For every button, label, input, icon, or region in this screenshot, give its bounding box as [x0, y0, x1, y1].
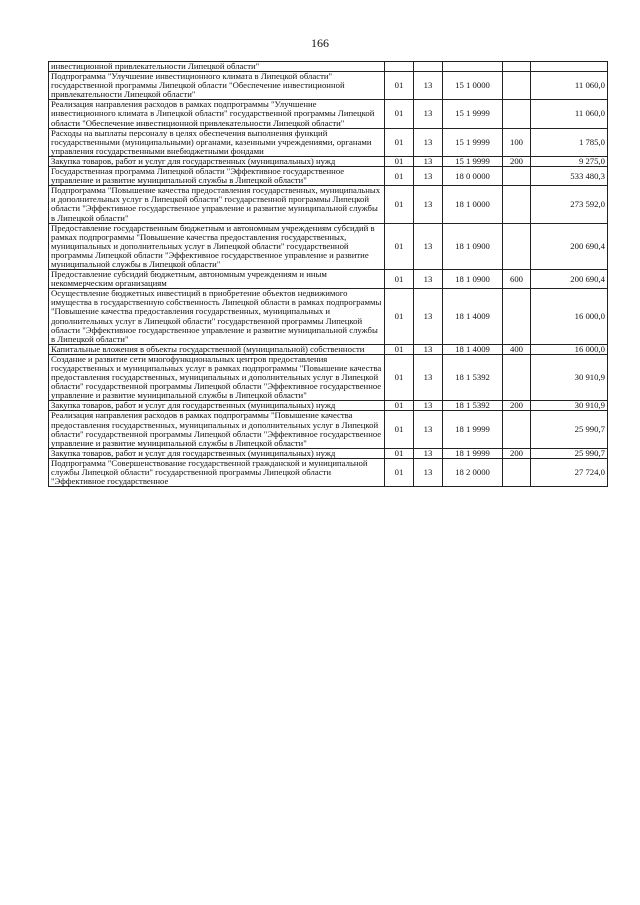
expense-type-cell [503, 458, 531, 486]
ministry-code-cell: 01 [385, 289, 414, 345]
expense-type-cell [503, 100, 531, 128]
amount-cell: 11 060,0 [531, 72, 608, 100]
target-code-cell: 18 1 9999 [443, 448, 503, 458]
amount-cell: 200 690,4 [531, 223, 608, 269]
row-name-cell: Государственная программа Липецкой области "Эффективное государственное управление и развитие муниципальной службы в Липецкой области" [49, 167, 385, 186]
section-code-cell: 13 [414, 270, 443, 289]
target-code-cell: 18 1 0900 [443, 223, 503, 269]
section-code-cell: 13 [414, 344, 443, 354]
section-code-cell: 13 [414, 289, 443, 345]
section-code-cell: 13 [414, 401, 443, 411]
ministry-code-cell: 01 [385, 458, 414, 486]
amount-cell: 30 910,9 [531, 401, 608, 411]
ministry-code-cell: 01 [385, 186, 414, 223]
ministry-code-cell: 01 [385, 401, 414, 411]
table-row [49, 62, 608, 72]
row-name-cell: инвестиционной привлекательности Липецкой области" [49, 62, 385, 72]
ministry-code-cell: 01 [385, 270, 414, 289]
row-name-cell: Подпрограмма "Улучшение инвестиционного климата в Липецкой области" государственной программы Липецкой области "Обеспечение инвестиционной привлекательности Липецкой области" [49, 72, 385, 100]
row-name-cell: Закупка товаров, работ и услуг для государственных (муниципальных) нужд [49, 401, 385, 411]
section-code-cell [414, 62, 443, 72]
target-code-cell: 15 1 9999 [443, 156, 503, 166]
section-code-cell: 13 [414, 167, 443, 186]
row-name-cell: Создание и развитие сети многофункциональных центров предоставления государственных и муниципальных услуг в рамках подпрограммы "Повышение качества предоставления государственных, муниципальных и дополнительных услуг в Липецкой области" государственной программы Липецкой области "Эффективное государственное управление и развитие муниципальной службы в Липецкой области" [49, 354, 385, 400]
table-row [49, 100, 608, 128]
table-row [49, 344, 608, 354]
table-row [49, 167, 608, 186]
target-code-cell: 18 1 4009 [443, 289, 503, 345]
ministry-code-cell: 01 [385, 354, 414, 400]
amount-cell: 9 275,0 [531, 156, 608, 166]
expense-type-cell [503, 411, 531, 448]
expense-type-cell: 400 [503, 344, 531, 354]
section-code-cell: 13 [414, 100, 443, 128]
row-name-cell: Закупка товаров, работ и услуг для государственных (муниципальных) нужд [49, 448, 385, 458]
expense-type-cell [503, 223, 531, 269]
row-name-cell: Реализация направления расходов в рамках подпрограммы "Улучшение инвестиционного климата в Липецкой области" государственной программы Липецкой области "Обеспечение инвестиционной привлекательности Липецкой области" [49, 100, 385, 128]
ministry-code-cell: 01 [385, 448, 414, 458]
target-code-cell: 18 1 5392 [443, 401, 503, 411]
ministry-code-cell: 01 [385, 156, 414, 166]
amount-cell: 16 000,0 [531, 344, 608, 354]
table-row [49, 411, 608, 448]
amount-cell: 11 060,0 [531, 100, 608, 128]
target-code-cell: 18 1 0000 [443, 186, 503, 223]
row-name-cell: Закупка товаров, работ и услуг для государственных (муниципальных) нужд [49, 156, 385, 166]
table-row [49, 458, 608, 486]
page-number: 166 [311, 36, 329, 50]
amount-cell: 273 592,0 [531, 186, 608, 223]
section-code-cell: 13 [414, 186, 443, 223]
expense-type-cell [503, 289, 531, 345]
table-row [49, 223, 608, 269]
ministry-code-cell: 01 [385, 100, 414, 128]
table-row [49, 354, 608, 400]
section-code-cell: 13 [414, 458, 443, 486]
section-code-cell: 13 [414, 156, 443, 166]
table-row [49, 156, 608, 166]
target-code-cell: 15 1 9999 [443, 100, 503, 128]
table-row [49, 448, 608, 458]
ministry-code-cell [385, 62, 414, 72]
table-row [49, 72, 608, 100]
ministry-code-cell: 01 [385, 128, 414, 156]
section-code-cell: 13 [414, 411, 443, 448]
row-name-cell: Подпрограмма "Совершенствование государственной гражданской и муниципальной службы Липецкой области" государственной программы Липецкой области "Эффективное государственное [49, 458, 385, 486]
row-name-cell: Реализация направления расходов в рамках подпрограммы "Повышение качества предоставления государственных, муниципальных и дополнительных услуг в Липецкой области" государственной программы Липецкой области "Эффективное государственное управление и развитие муниципальной службы в Липецкой области" [49, 411, 385, 448]
amount-cell: 27 724,0 [531, 458, 608, 486]
table-row [49, 401, 608, 411]
target-code-cell: 18 1 0900 [443, 270, 503, 289]
row-name-cell: Предоставление государственным бюджетным и автономным учреждениям субсидий в рамках подпрограммы "Повышение качества предоставления государственных, муниципальных и дополнительных услуг в Липецкой области" государственной программы Липецкой области "Эффективное государственное управление и развитие муниципальной службы в Липецкой области" [49, 223, 385, 269]
row-name-cell: Расходы на выплаты персоналу в целях обеспечения выполнения функций государственными (муниципальными) органами, казенными учреждениями, органами управления государственными внебюджетными фондами [49, 128, 385, 156]
section-code-cell: 13 [414, 72, 443, 100]
target-code-cell: 18 1 5392 [443, 354, 503, 400]
target-code-cell: 15 1 9999 [443, 128, 503, 156]
table-row [49, 128, 608, 156]
ministry-code-cell: 01 [385, 411, 414, 448]
row-name-cell: Подпрограмма "Повышение качества предоставления государственных, муниципальных и дополнительных услуг в Липецкой области" государственной программы Липецкой области "Эффективное государственное управление и развитие муниципальной службы в Липецкой области" [49, 186, 385, 223]
ministry-code-cell: 01 [385, 344, 414, 354]
target-code-cell: 18 2 0000 [443, 458, 503, 486]
amount-cell: 25 990,7 [531, 411, 608, 448]
row-name-cell: Капитальные вложения в объекты государственной (муниципальной) собственности [49, 344, 385, 354]
expense-type-cell: 200 [503, 448, 531, 458]
amount-cell: 16 000,0 [531, 289, 608, 345]
expense-type-cell: 200 [503, 156, 531, 166]
expense-type-cell [503, 167, 531, 186]
amount-cell: 533 480,3 [531, 167, 608, 186]
target-code-cell: 15 1 0000 [443, 72, 503, 100]
target-code-cell: 18 0 0000 [443, 167, 503, 186]
amount-cell: 30 910,9 [531, 354, 608, 400]
budget-table-body [49, 62, 608, 487]
ministry-code-cell: 01 [385, 167, 414, 186]
expense-type-cell: 200 [503, 401, 531, 411]
expense-type-cell: 600 [503, 270, 531, 289]
row-name-cell: Осуществление бюджетных инвестиций в приобретение объектов недвижимого имущества в государственную собственность Липецкой области в рамках подпрограммы "Повышение качества предоставления государственных, муниципальных и дополнительных услуг в Липецкой области" государственной программы Липецкой области "Эффективное государственное управление и развитие муниципальной службы в Липецкой области" [49, 289, 385, 345]
expense-type-cell: 100 [503, 128, 531, 156]
target-code-cell: 18 1 9999 [443, 411, 503, 448]
table-row [49, 270, 608, 289]
amount-cell: 1 785,0 [531, 128, 608, 156]
expense-type-cell [503, 62, 531, 72]
section-code-cell: 13 [414, 354, 443, 400]
amount-cell [531, 62, 608, 72]
expense-type-cell [503, 72, 531, 100]
target-code-cell: 18 1 4009 [443, 344, 503, 354]
section-code-cell: 13 [414, 128, 443, 156]
section-code-cell: 13 [414, 223, 443, 269]
expense-type-cell [503, 354, 531, 400]
amount-cell: 200 690,4 [531, 270, 608, 289]
ministry-code-cell: 01 [385, 223, 414, 269]
expense-type-cell [503, 186, 531, 223]
amount-cell: 25 990,7 [531, 448, 608, 458]
ministry-code-cell: 01 [385, 72, 414, 100]
budget-table [48, 61, 608, 487]
section-code-cell: 13 [414, 448, 443, 458]
target-code-cell [443, 62, 503, 72]
table-row [49, 186, 608, 223]
row-name-cell: Предоставление субсидий бюджетным, автономным учреждениям и иным некоммерческим организациям [49, 270, 385, 289]
table-row [49, 289, 608, 345]
